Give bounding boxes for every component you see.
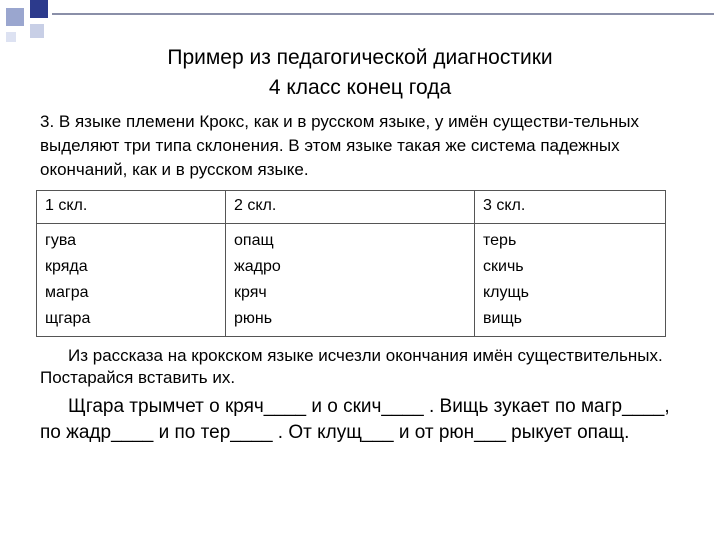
table-cell-col3 xyxy=(475,224,666,337)
noun-word: магра xyxy=(45,284,89,301)
table-header-row xyxy=(37,191,666,224)
decor-square-2 xyxy=(30,0,48,18)
decor-square-1 xyxy=(6,8,24,26)
instruction-text: Из рассказа на крокском языке исчезли окончания имён существительных. Постарайся вставить их. xyxy=(40,346,663,387)
declension-table xyxy=(36,190,666,337)
noun-word: жадро xyxy=(234,258,281,275)
table-header-cell: 3 скл. xyxy=(475,191,666,224)
story-paragraph xyxy=(40,394,680,446)
noun-word: вищь xyxy=(483,310,522,327)
table-cell-col2 xyxy=(226,224,475,337)
page-title: Пример из педагогической диагностики xyxy=(167,46,553,69)
noun-word: щгара xyxy=(45,310,91,327)
instruction-paragraph xyxy=(40,345,680,389)
noun-word: скичь xyxy=(483,258,524,275)
table-cell-col1 xyxy=(37,224,226,337)
noun-word: кряда xyxy=(45,258,88,275)
task-text: 3. В языке племени Крокс, как и в русском языке, у имён существи-тельных выделяют три типа склонения. В этом языке такая же система падежных окончаний, как и в русском языке. xyxy=(40,112,639,179)
page-subtitle: 4 класс конец года xyxy=(268,76,452,99)
noun-word: терь xyxy=(483,232,517,249)
noun-word: клущь xyxy=(483,284,530,301)
table-row xyxy=(37,224,666,337)
table-header-cell: 2 скл. xyxy=(226,191,475,224)
table-header-cell: 1 скл. xyxy=(37,191,226,224)
noun-word: гува xyxy=(45,232,77,249)
noun-word: опащ xyxy=(234,232,274,249)
decor-square-4 xyxy=(6,32,16,42)
noun-word: кряч xyxy=(234,284,267,301)
decor-square-3 xyxy=(30,24,44,38)
noun-word: рюнь xyxy=(234,310,273,327)
story-text: Щгара трымчет о кряч____ и о скич____ . Вищь зукает по магр____, по жадр____ и по тер____ . От клущ___ и от рюн___ рыкует опащ. xyxy=(40,396,670,443)
header-rule xyxy=(52,13,714,15)
